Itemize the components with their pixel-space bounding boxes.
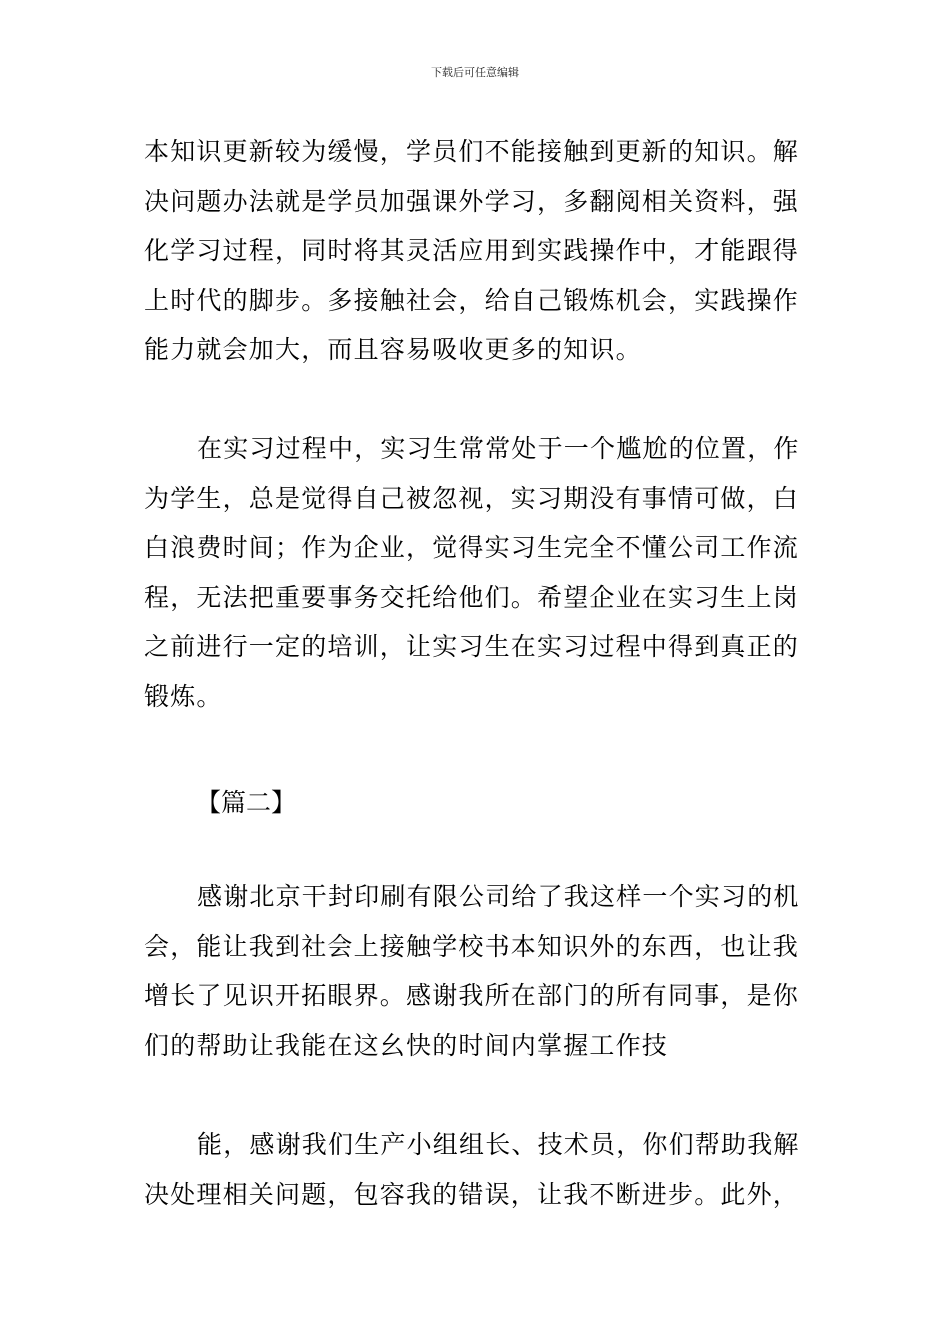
- page-header: 下载后可任意编辑: [431, 66, 519, 79]
- paragraph-2: 在实习过程中，实习生常常处于一个尴尬的位置，作为学生，总是觉得自己被忽视，实习期没有事情可做，白白浪费时间；作为企业，觉得实习生完全不懂公司工作流程，无法把重要事务交托给他们。希望企业在实习生上岗之前进行一定的培训，让实习生在实习过程中得到真正的锻炼。: [144, 434, 800, 711]
- paragraph-3: 感谢北京干封印刷有限公司给了我这样一个实习的机会，能让我到社会上接触学校书本知识外的东西，也让我增长了见识开拓眼界。感谢我所在部门的所有同事，是你们的帮助让我能在这幺快的时间内掌握工作技: [144, 882, 800, 1060]
- paragraph-4: 能，感谢我们生产小组组长、技术员，你们帮助我解决处理相关问题，包容我的错误，让我不断进步。此外，: [144, 1130, 800, 1209]
- section-title: 【篇二】: [196, 788, 297, 817]
- paragraph-1: 本知识更新较为缓慢，学员们不能接触到更新的知识。解决问题办法就是学员加强课外学习，多翻阅相关资料，强化学习过程，同时将其灵活应用到实践操作中，才能跟得上时代的脚步。多接触社会，给自己锻炼机会，实践操作能力就会加大，而且容易吸收更多的知识。: [144, 137, 800, 365]
